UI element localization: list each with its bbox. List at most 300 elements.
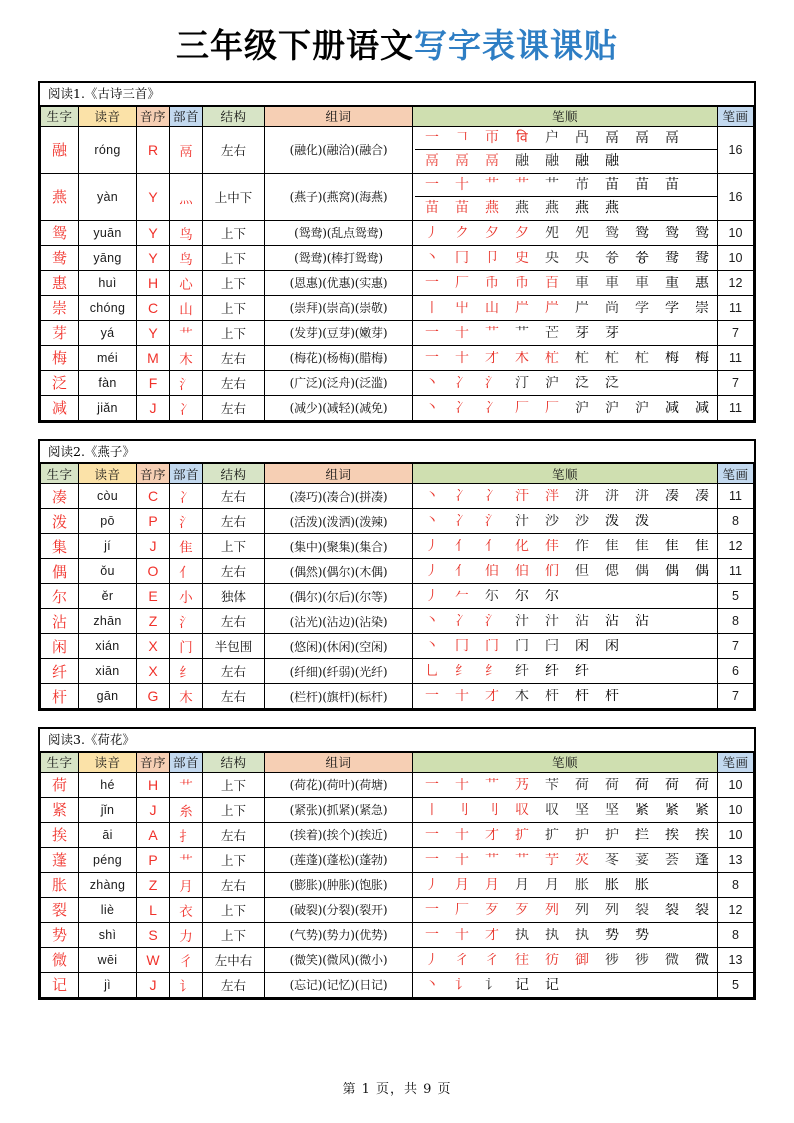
stroke-line (415, 276, 717, 290)
stroke-glyph: 十 (455, 325, 469, 340)
cell-stroke-order (413, 370, 718, 395)
cell-initial: J (137, 395, 170, 420)
stroke-glyph: 融 (515, 153, 529, 170)
stroke-line (415, 828, 717, 842)
cell-radical: 讠 (170, 972, 203, 997)
cell-structure: 左右 (203, 872, 265, 897)
cell-stroke-order (413, 395, 718, 420)
cell-stroke-count: 7 (718, 684, 754, 709)
column-header-initial: 音序 (137, 106, 170, 126)
cell-pinyin: jì (79, 972, 137, 997)
stroke-line (415, 689, 717, 703)
stroke-glyph: 列 (605, 902, 619, 917)
cell-character: 偶 (41, 559, 79, 584)
stroke-glyph: 屵 (575, 300, 589, 315)
stroke-glyph: 币 (515, 275, 529, 290)
stroke-glyph: 刂 (455, 802, 469, 817)
stroke-glyph: 学 (635, 300, 649, 315)
stroke-line (415, 539, 717, 553)
stroke-glyph: 尔 (545, 589, 559, 604)
stroke-glyph: 冫 (485, 400, 499, 415)
cell-radical: 小 (170, 584, 203, 609)
stroke-glyph: वि (516, 129, 528, 146)
stroke-glyph: 苗 (605, 176, 619, 193)
stroke-glyph: 冫 (485, 489, 499, 504)
stroke-glyph: 冫 (455, 614, 469, 629)
stroke-glyph: 减 (695, 400, 709, 415)
stroke-glyph: 一 (425, 902, 439, 917)
cell-initial: P (137, 847, 170, 872)
stroke-glyph: 夕 (515, 225, 529, 240)
stroke-glyph: 徏 (605, 952, 619, 967)
column-header-char: 生字 (41, 464, 79, 484)
stroke-glyph: 山 (485, 300, 499, 315)
table-row (41, 872, 754, 897)
stroke-glyph: 沾 (635, 614, 649, 629)
cell-character: 凑 (41, 484, 79, 509)
stroke-glyph: 势 (605, 927, 619, 942)
stroke-glyph: 冂 (455, 250, 469, 265)
cell-stroke-order (413, 684, 718, 709)
cell-stroke-count: 12 (718, 897, 754, 922)
cell-words: (集中)(聚集)(集合) (265, 534, 413, 559)
cell-stroke-count: 5 (718, 972, 754, 997)
stroke-glyph: 挨 (665, 827, 679, 842)
stroke-glyph: 执 (515, 927, 529, 942)
cell-pinyin: zhān (79, 609, 137, 634)
cell-words: (鸳鸯)(乱点鸳鸯) (265, 220, 413, 245)
stroke-glyph: 十 (455, 927, 469, 942)
stroke-glyph: 燕 (575, 200, 589, 217)
column-header-char: 生字 (41, 752, 79, 772)
cell-stroke-count: 8 (718, 609, 754, 634)
stroke-glyph: 胀 (605, 877, 619, 892)
cell-radical: 鸟 (170, 220, 203, 245)
cell-structure: 左右 (203, 659, 265, 684)
cell-stroke-order (413, 534, 718, 559)
stroke-glyph: 彳 (455, 952, 469, 967)
cell-character: 集 (41, 534, 79, 559)
cell-initial: E (137, 584, 170, 609)
stroke-glyph: 艹 (515, 325, 529, 340)
cell-structure: 左右 (203, 484, 265, 509)
stroke-glyph: 融 (605, 153, 619, 170)
table-row (41, 559, 754, 584)
cell-stroke-order (413, 270, 718, 295)
stroke-glyph: 纟 (455, 664, 469, 679)
cell-pinyin: jǐn (79, 797, 137, 822)
stroke-glyph: 偶 (635, 564, 649, 579)
cell-stroke-count: 11 (718, 295, 754, 320)
stroke-glyph: 一 (425, 325, 439, 340)
stroke-glyph: 鸯 (695, 250, 709, 265)
table-row (41, 947, 754, 972)
stroke-glyph: 冫 (455, 489, 469, 504)
cell-words: (破裂)(分裂)(裂开) (265, 897, 413, 922)
stroke-line (415, 127, 717, 150)
cell-radical: 氵 (170, 609, 203, 634)
cell-stroke-count: 16 (718, 173, 754, 220)
cell-pinyin: liè (79, 897, 137, 922)
stroke-line (415, 174, 717, 197)
cell-character: 芽 (41, 320, 79, 345)
table-row (41, 370, 754, 395)
stroke-glyph: 荽 (635, 852, 649, 867)
stroke-line (415, 589, 717, 603)
stroke-glyph: 鬲 (635, 129, 649, 146)
stroke-glyph: 十 (455, 350, 469, 365)
stroke-glyph: 杧 (605, 350, 619, 365)
stroke-glyph: 凑 (665, 489, 679, 504)
cell-stroke-count: 10 (718, 772, 754, 797)
stroke-glyph: 护 (605, 827, 619, 842)
cell-stroke-count: 11 (718, 395, 754, 420)
stroke-glyph: 亻 (485, 539, 499, 554)
cell-radical: 艹 (170, 320, 203, 345)
stroke-glyph: 杆 (545, 689, 559, 704)
cell-stroke-order (413, 126, 718, 173)
table-row (41, 897, 754, 922)
cell-initial: C (137, 484, 170, 509)
cell-pinyin: āi (79, 822, 137, 847)
cell-words: (广泛)(泛舟)(泛滥) (265, 370, 413, 395)
cell-character: 梅 (41, 345, 79, 370)
table-row (41, 484, 754, 509)
section-title: 阅读1.《古诗三首》 (40, 83, 754, 106)
cell-character: 鸳 (41, 220, 79, 245)
cell-initial: S (137, 922, 170, 947)
cell-words: (融化)(融洽)(融合) (265, 126, 413, 173)
cell-words: (偶尔)(尔后)(尔等) (265, 584, 413, 609)
cell-character: 沾 (41, 609, 79, 634)
cell-character: 势 (41, 922, 79, 947)
stroke-glyph: 丶 (425, 514, 439, 529)
stroke-glyph: 丶 (425, 977, 439, 992)
stroke-glyph: 厂 (545, 400, 559, 415)
cell-words: (气势)(势力)(优势) (265, 922, 413, 947)
cell-stroke-count: 6 (718, 659, 754, 684)
stroke-glyph: 央 (575, 250, 589, 265)
cell-structure: 左右 (203, 370, 265, 395)
stroke-glyph: 胀 (635, 877, 649, 892)
stroke-glyph: 月 (545, 877, 559, 892)
stroke-glyph: 月 (515, 877, 529, 892)
stroke-glyph: 融 (575, 153, 589, 170)
cell-character: 崇 (41, 295, 79, 320)
cell-structure: 上下 (203, 772, 265, 797)
stroke-glyph: 丶 (425, 614, 439, 629)
cell-character: 荷 (41, 772, 79, 797)
stroke-glyph: 一 (425, 927, 439, 942)
cell-pinyin: wēi (79, 947, 137, 972)
cell-stroke-count: 8 (718, 872, 754, 897)
table-row (41, 345, 754, 370)
stroke-glyph: 卩 (485, 250, 499, 265)
stroke-glyph: 丿 (425, 539, 439, 554)
cell-words: (悠闲)(休闲)(空闲) (265, 634, 413, 659)
stroke-glyph: 丿 (425, 225, 439, 240)
stroke-glyph: 冎 (575, 129, 589, 146)
stroke-glyph: 作 (575, 539, 589, 554)
cell-words: (梅花)(杨梅)(腊梅) (265, 345, 413, 370)
lesson-section (38, 439, 756, 712)
cell-words: (偶然)(偶尔)(木偶) (265, 559, 413, 584)
stroke-glyph: 闩 (545, 639, 559, 654)
cell-character: 微 (41, 947, 79, 972)
stroke-glyph: 彳 (485, 952, 499, 967)
stroke-glyph: 惠 (695, 275, 709, 290)
stroke-glyph: 丶 (425, 250, 439, 265)
column-header-radical: 部首 (170, 106, 203, 126)
section-title: 阅读3.《荷花》 (40, 729, 754, 752)
cell-pinyin: yuān (79, 220, 137, 245)
stroke-glyph: 荷 (635, 777, 649, 792)
cell-initial: O (137, 559, 170, 584)
cell-radical: 纟 (170, 659, 203, 684)
stroke-line (415, 803, 717, 817)
stroke-glyph: 十 (455, 852, 469, 867)
table-row (41, 684, 754, 709)
cell-stroke-order (413, 897, 718, 922)
table-row (41, 295, 754, 320)
stroke-glyph: 重 (665, 275, 679, 290)
cell-stroke-order (413, 584, 718, 609)
stroke-glyph: 伯 (485, 564, 499, 579)
stroke-glyph: 隹 (635, 539, 649, 554)
stroke-glyph: 苗 (635, 176, 649, 193)
cell-initial: Y (137, 173, 170, 220)
stroke-glyph: 化 (515, 539, 529, 554)
stroke-glyph: 艹 (515, 852, 529, 867)
stroke-glyph: 纟 (485, 664, 499, 679)
cell-stroke-order (413, 295, 718, 320)
stroke-glyph: 仹 (545, 539, 559, 554)
stroke-glyph: 汀 (515, 375, 529, 390)
stroke-glyph: 쓩 (635, 250, 649, 265)
stroke-glyph: 一 (425, 689, 439, 704)
page-title-blue: 写字表课课贴 (414, 26, 618, 65)
stroke-glyph: 才 (485, 927, 499, 942)
stroke-glyph: 融 (545, 153, 559, 170)
cell-structure: 上下 (203, 220, 265, 245)
column-header-pinyin: 读音 (79, 106, 137, 126)
stroke-glyph: 夗 (545, 225, 559, 240)
stroke-glyph: 尔 (515, 589, 529, 604)
stroke-glyph: 鸳 (605, 225, 619, 240)
cell-character: 纤 (41, 659, 79, 684)
stroke-glyph: 芐 (545, 777, 559, 792)
stroke-glyph: 車 (635, 275, 649, 290)
stroke-glyph: 徏 (635, 952, 649, 967)
stroke-glyph: 鸳 (635, 225, 649, 240)
stroke-glyph: 艿 (515, 777, 529, 792)
cell-structure: 左右 (203, 509, 265, 534)
stroke-glyph: 木 (515, 350, 529, 365)
cell-stroke-count: 8 (718, 509, 754, 534)
cell-stroke-order (413, 634, 718, 659)
stroke-line (415, 978, 717, 992)
cell-words: (减少)(减轻)(减免) (265, 395, 413, 420)
cell-character: 杆 (41, 684, 79, 709)
stroke-glyph: 亻 (455, 539, 469, 554)
cell-stroke-count: 13 (718, 847, 754, 872)
cell-stroke-count: 8 (718, 922, 754, 947)
stroke-glyph: 沪 (635, 400, 649, 415)
cell-radical: 心 (170, 270, 203, 295)
stroke-glyph: 芇 (575, 176, 589, 193)
cell-stroke-count: 16 (718, 126, 754, 173)
cell-radical: 隹 (170, 534, 203, 559)
cell-structure: 上下 (203, 847, 265, 872)
cell-stroke-order (413, 772, 718, 797)
character-table (40, 752, 754, 998)
stroke-line (415, 639, 717, 653)
stroke-glyph: 鸯 (665, 250, 679, 265)
stroke-line (415, 878, 717, 892)
table-row (41, 320, 754, 345)
cell-stroke-count: 5 (718, 584, 754, 609)
stroke-glyph: 洴 (575, 489, 589, 504)
cell-radical: 彳 (170, 947, 203, 972)
stroke-glyph: 泛 (575, 375, 589, 390)
stroke-glyph: 记 (545, 977, 559, 992)
stroke-glyph: 芒 (545, 325, 559, 340)
cell-words: (忘记)(记忆)(日记) (265, 972, 413, 997)
cell-structure: 左右 (203, 345, 265, 370)
column-header-radical: 部首 (170, 752, 203, 772)
stroke-line (415, 853, 717, 867)
cell-initial: R (137, 126, 170, 173)
cell-initial: J (137, 534, 170, 559)
cell-radical: 衣 (170, 897, 203, 922)
cell-pinyin: còu (79, 484, 137, 509)
cell-stroke-count: 10 (718, 220, 754, 245)
stroke-glyph: 偲 (605, 564, 619, 579)
cell-radical: 冫 (170, 395, 203, 420)
table-row (41, 972, 754, 997)
stroke-glyph: 汗 (515, 489, 529, 504)
table-row (41, 173, 754, 220)
stroke-glyph: 偶 (695, 564, 709, 579)
stroke-glyph: 車 (575, 275, 589, 290)
cell-pinyin: xiān (79, 659, 137, 684)
sections-container (38, 81, 756, 1000)
cell-radical: 糸 (170, 797, 203, 822)
section-title: 阅读2.《燕子》 (40, 441, 754, 464)
cell-initial: M (137, 345, 170, 370)
stroke-glyph: 汁 (515, 514, 529, 529)
stroke-glyph: 隹 (605, 539, 619, 554)
stroke-glyph: 𠂉 (455, 589, 469, 604)
stroke-glyph: 紧 (695, 802, 709, 817)
cell-stroke-order (413, 173, 718, 220)
cell-initial: L (137, 897, 170, 922)
cell-character: 鸯 (41, 245, 79, 270)
stroke-glyph: 泮 (545, 489, 559, 504)
stroke-glyph: 氵 (485, 614, 499, 629)
stroke-glyph: 艹 (485, 325, 499, 340)
stroke-glyph: 杆 (575, 689, 589, 704)
cell-pinyin: shì (79, 922, 137, 947)
stroke-glyph: 洴 (605, 489, 619, 504)
stroke-glyph: 央 (545, 250, 559, 265)
stroke-glyph: 才 (485, 350, 499, 365)
stroke-line (415, 149, 717, 173)
cell-structure: 左右 (203, 609, 265, 634)
table-row (41, 126, 754, 173)
cell-character: 泼 (41, 509, 79, 534)
table-row (41, 220, 754, 245)
cell-stroke-order (413, 972, 718, 997)
cell-words: (沾光)(沾边)(沾染) (265, 609, 413, 634)
stroke-line (415, 326, 717, 340)
stroke-line (415, 514, 717, 528)
column-header-structure: 结构 (203, 752, 265, 772)
cell-pinyin: róng (79, 126, 137, 173)
table-row (41, 847, 754, 872)
cell-radical: 门 (170, 634, 203, 659)
stroke-glyph: 荟 (665, 852, 679, 867)
cell-structure: 上下 (203, 897, 265, 922)
cell-words: (膨胀)(肿胀)(饱胀) (265, 872, 413, 897)
stroke-glyph: 丨 (425, 300, 439, 315)
cell-radical: 木 (170, 684, 203, 709)
stroke-glyph: 苂 (575, 852, 589, 867)
cell-stroke-order (413, 947, 718, 972)
stroke-glyph: 丶 (425, 400, 439, 415)
stroke-line (415, 401, 717, 415)
stroke-glyph: 丶 (425, 375, 439, 390)
stroke-glyph: 但 (575, 564, 589, 579)
page-footer: 第 1 页，共 9 页 (342, 1082, 452, 1097)
cell-words: (鸳鸯)(棒打鸳鸯) (265, 245, 413, 270)
stroke-glyph: 沪 (605, 400, 619, 415)
stroke-glyph: 们 (545, 564, 559, 579)
stroke-glyph: 夕 (485, 225, 499, 240)
cell-stroke-order (413, 872, 718, 897)
cell-words: (凑巧)(凑合)(拼凑) (265, 484, 413, 509)
stroke-glyph: 紧 (665, 802, 679, 817)
stroke-glyph: 泼 (635, 514, 649, 529)
cell-initial: X (137, 659, 170, 684)
stroke-line (415, 778, 717, 792)
cell-words: (莲蓬)(蓬松)(蓬勃) (265, 847, 413, 872)
stroke-line (415, 903, 717, 917)
cell-radical: 力 (170, 922, 203, 947)
stroke-glyph: 氵 (485, 375, 499, 390)
cell-pinyin: huì (79, 270, 137, 295)
stroke-glyph: 十 (455, 777, 469, 792)
column-header-stroke_order: 笔顺 (413, 106, 718, 126)
cell-structure: 上下 (203, 797, 265, 822)
stroke-glyph: 御 (575, 952, 589, 967)
stroke-glyph: 门 (485, 639, 499, 654)
stroke-glyph: 屮 (455, 300, 469, 315)
stroke-glyph: 闲 (575, 639, 589, 654)
table-row (41, 270, 754, 295)
stroke-glyph: 一 (425, 350, 439, 365)
stroke-glyph: 丨 (425, 802, 439, 817)
cell-structure: 左右 (203, 822, 265, 847)
table-row (41, 509, 754, 534)
column-header-words: 组词 (265, 752, 413, 772)
cell-stroke-order (413, 220, 718, 245)
cell-words: (栏杆)(旗杆)(标杆) (265, 684, 413, 709)
cell-stroke-order (413, 509, 718, 534)
cell-initial: A (137, 822, 170, 847)
stroke-glyph: 学 (665, 300, 679, 315)
stroke-glyph: 鸳 (695, 225, 709, 240)
